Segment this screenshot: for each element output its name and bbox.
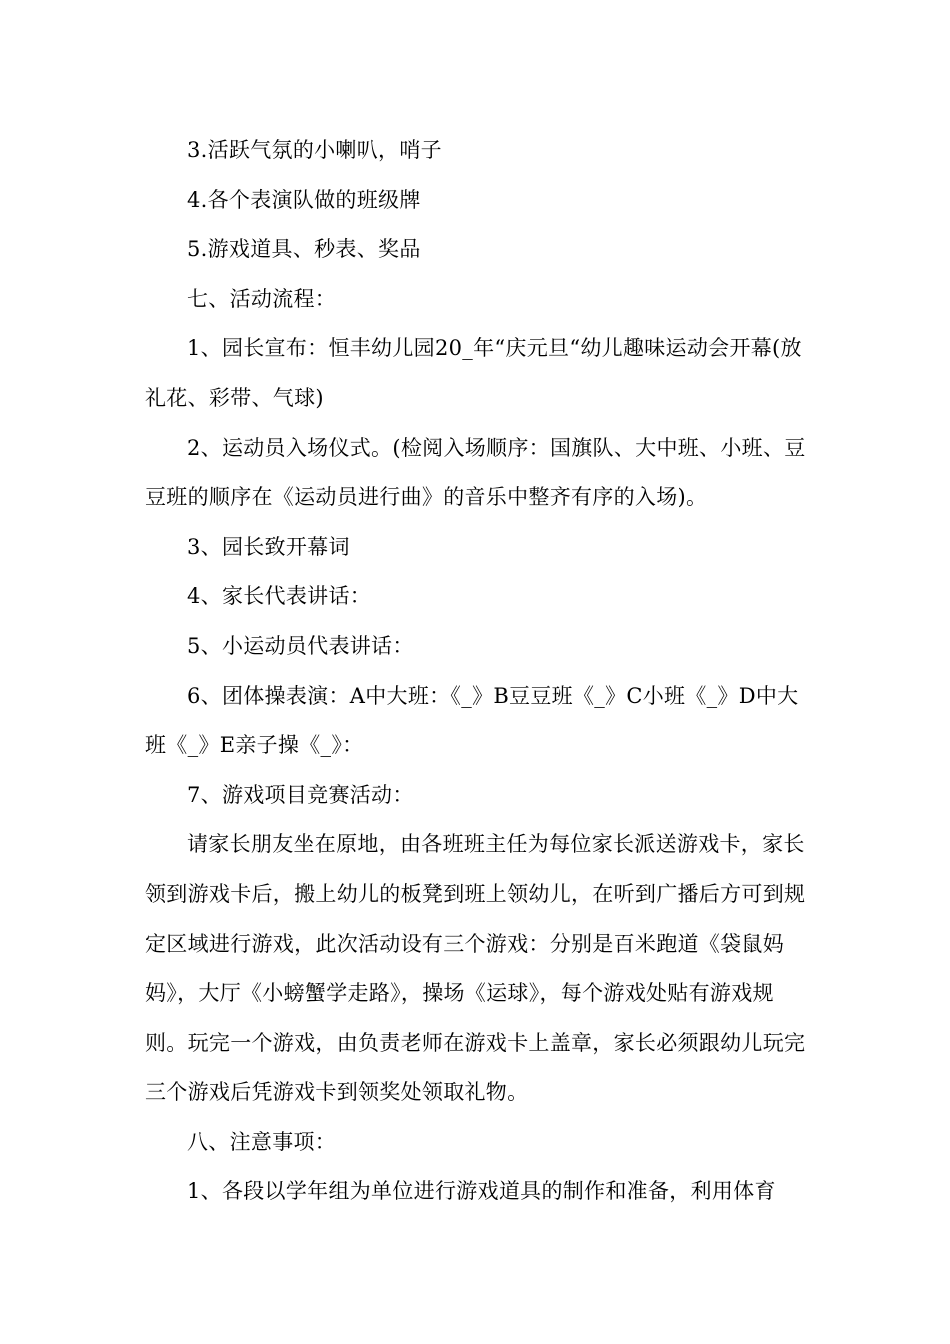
flow-step-7: 7、游戏项目竞赛活动： [187,782,414,807]
paragraph-item-5: 5.游戏道具、秒表、奖品 [187,237,421,262]
flow-step-2: 2、运动员入场仪式。(检阅入场顺序：国旗队、大中班、小班、豆豆班的顺序在《运动员进行曲》的音乐中整齐有序的入场)。 [145,435,806,510]
game-instructions: 请家长朋友坐在原地，由各班班主任为每位家长派送游戏卡，家长领到游戏卡后，搬上幼儿的板凳到班上领幼儿，在听到广播后方可到规定区域进行游戏，此次活动设有三个游戏：分别是百米跑道《袋鼠妈妈》，大厅《小螃蟹学走路》，操场《运球》，每个游戏处贴有游戏规则。玩完一个游戏，由负责老师在游戏卡上盖章，家长必须跟幼儿玩完三个游戏后凭游戏卡到领奖处领取礼物。 [145,832,806,1105]
flow-step-4: 4、家长代表讲话： [187,584,372,609]
flow-step-6: 6、团体操表演：A中大班：《_》B豆豆班《_》C小班《_》D中大班《_》E亲子操《_》： [145,683,799,758]
paragraph-item-4: 4.各个表演队做的班级牌 [187,187,421,212]
section-heading-activity-flow: 七、活动流程： [187,286,337,311]
document-body [145,126,815,1217]
flow-step-3: 3、园长致开幕词 [187,534,350,559]
note-item-1: 1、各段以学年组为单位进行游戏道具的制作和准备，利用体育 [187,1179,776,1204]
flow-step-1: 1、园长宣布：恒丰幼儿园20_年“庆元旦“幼儿趣味运动会开幕(放礼花、彩带、气球) [145,336,802,410]
section-heading-notes: 八、注意事项： [187,1129,337,1154]
paragraph-item-3: 3.活跃气氛的小喇叭，哨子 [187,138,442,162]
flow-step-5: 5、小运动员代表讲话： [187,633,414,658]
